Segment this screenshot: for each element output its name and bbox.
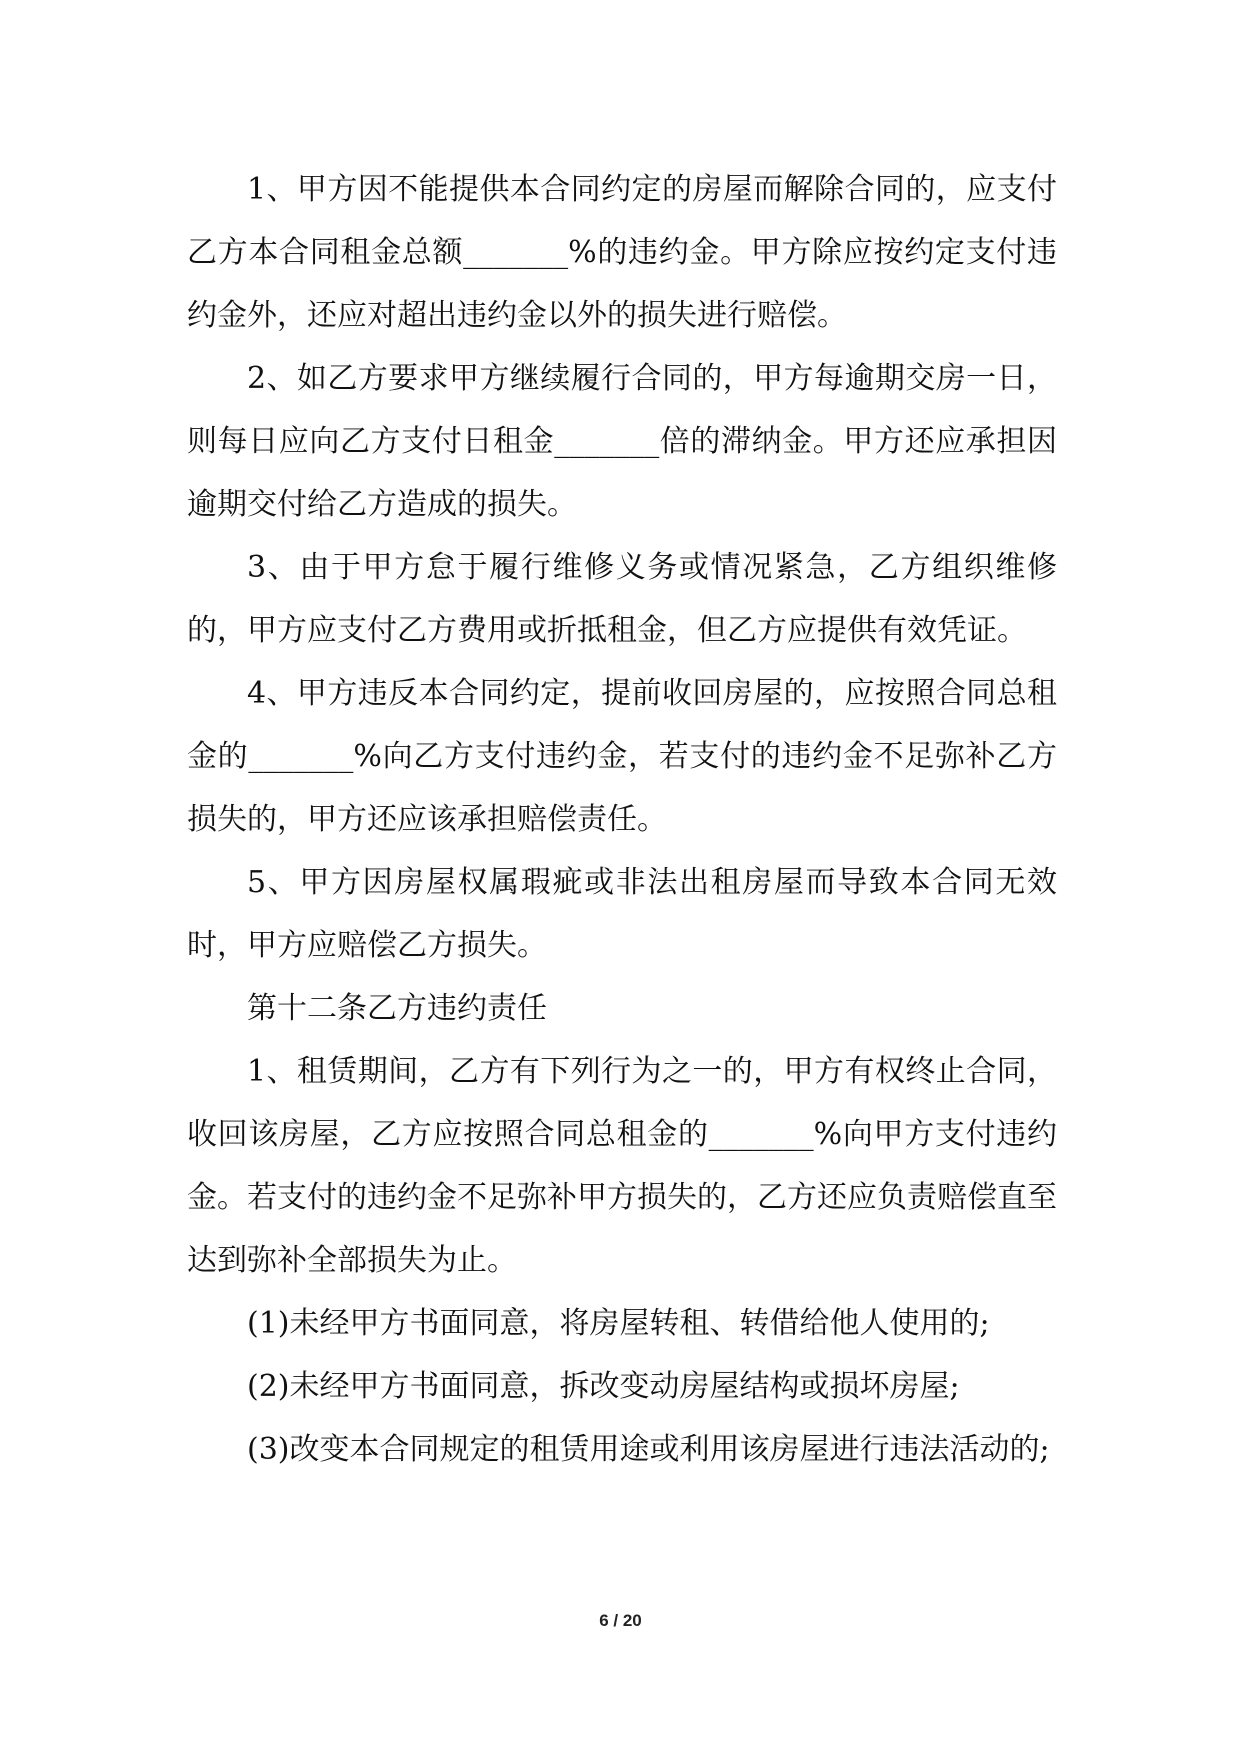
- clause-paragraph: 4、甲方违反本合同约定，提前收回房屋的，应按照合同总租金的_______%向乙方支付违约金，若支付的违约金不足弥补乙方损失的，甲方还应该承担赔偿责任。: [187, 676, 1057, 837]
- clause-paragraph: 5、甲方因房屋权属瑕疵或非法出租房屋而导致本合同无效时，甲方应赔偿乙方损失。: [187, 865, 1057, 963]
- clause-paragraph: 2、如乙方要求甲方继续履行合同的，甲方每逾期交房一日，则每日应向乙方支付日租金_______倍的滞纳金。甲方还应承担因逾期交付给乙方造成的损失。: [187, 361, 1057, 522]
- clause-paragraph: 1、租赁期间，乙方有下列行为之一的，甲方有权终止合同，收回该房屋，乙方应按照合同总租金的_______%向甲方支付违约金。若支付的违约金不足弥补甲方损失的，乙方还应负责赔偿直至达到弥补全部损失为止。: [187, 1054, 1057, 1278]
- clause-paragraph: 1、甲方因不能提供本合同约定的房屋而解除合同的，应支付乙方本合同租金总额_______%的违约金。甲方除应按约定支付违约金外，还应对超出违约金以外的损失进行赔偿。: [187, 172, 1057, 333]
- section-heading: 第十二条乙方违约责任: [247, 991, 547, 1026]
- list-item: (2)未经甲方书面同意，拆改变动房屋结构或损坏房屋;: [247, 1369, 960, 1404]
- list-item: (3)改变本合同规定的租赁用途或利用该房屋进行违法活动的;: [247, 1432, 1050, 1467]
- document-body: [187, 158, 1057, 1481]
- page-number: 6 / 20: [599, 1611, 642, 1630]
- list-item: (1)未经甲方书面同意，将房屋转租、转借给他人使用的;: [247, 1306, 990, 1341]
- clause-paragraph: 3、由于甲方怠于履行维修义务或情况紧急，乙方组织维修的，甲方应支付乙方费用或折抵租金，但乙方应提供有效凭证。: [187, 550, 1057, 648]
